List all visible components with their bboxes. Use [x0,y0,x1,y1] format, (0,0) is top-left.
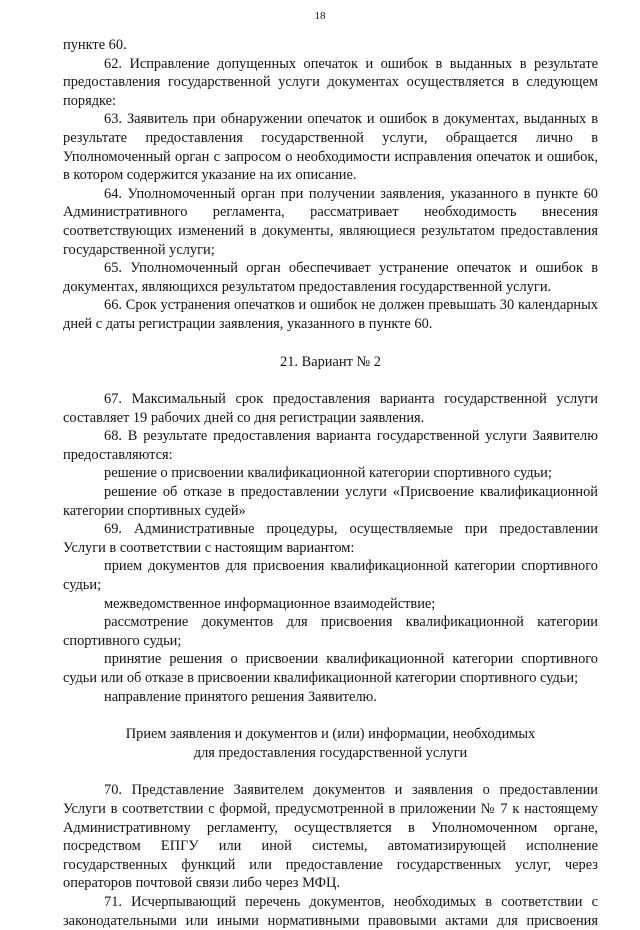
paragraph: 64. Уполномоченный орган при получении заявления, указанного в пункте 60 Административного регламента, рассматривает необходимость внесения соответствующих изменений в документы, являющиеся результатом предоставления государственной услуги; [63,185,598,258]
paragraph: 67. Максимальный срок предоставления варианта государственной услуги составляет 19 рабочих дней со дня регистрации заявления. [63,391,598,426]
document-body [63,36,598,930]
page-number: 18 [314,10,326,22]
paragraph: 66. Срок устранения опечатков и ошибок не должен превышать 30 календарных дней с даты регистрации заявления, указанного в пункте 60. [63,297,598,332]
subsection-heading [63,725,598,762]
paragraph: решение об отказе в предоставлении услуги «Присвоение квалификационной категории спортивных судей» [63,484,598,519]
paragraph: 70. Представление Заявителем документов и заявления о предоставлении Услуги в соответствии с формой, предусмотренной в приложении № 7 к настоящему Административному регламенту, осуществляется в Уполномоченном органе, посредством ЕПГУ или иной системы, автоматизирующей исполнение государственных функций или предоставление государственных услуг, через операторов почтовой связи либо через МФЦ. [63,782,598,892]
paragraph: прием документов для присвоения квалификационной категории спортивного судьи; [63,558,598,594]
paragraph: принятие решения о присвоении квалификационной категории спортивного судьи или об отказе в присвоении квалификационной категории спортивного судьи; [63,651,598,686]
paragraph: решение о присвоении квалификационной категории спортивного судьи; [104,465,552,482]
subsection-heading-line: для предоставления государственной услуги [193,744,468,761]
paragraph: рассмотрение документов для присвоения квалификационной категории спортивного судьи; [63,614,598,649]
paragraph: пункте 60. [63,37,127,53]
paragraph: направление принятого решения Заявителю. [104,688,377,705]
paragraph: 68. В результате предоставления варианта государственной услуги Заявителю предоставляются: [63,428,598,463]
section-heading: 21. Вариант № 2 [280,353,381,370]
paragraph: 71. Исчерпывающий перечень документов, необходимых в соответствии с законодательными или иными нормативными правовыми актами для присвоения [63,893,598,929]
paragraph: 62. Исправление допущенных опечаток и ошибок в выданных в результате предоставления государственной услуги документах осуществляется в следующем порядке: [63,55,598,109]
paragraph: 69. Административные процедуры, осуществляемые при предоставлении Услуги в соответствии с настоящим вариантом: [63,521,598,556]
paragraph: 63. Заявитель при обнаружении опечаток и ошибок в документах, выданных в результате предоставления государственной услуги, обращается лично в Уполномоченный орган с запросом о необходимости исправления опечаток и ошибок, в котором содержится указание на их описание. [63,111,598,184]
subsection-heading-line: Прием заявления и документов и (или) информации, необходимых [125,726,536,743]
paragraph: межведомственное информационное взаимодействие; [104,595,436,612]
paragraph: 65. Уполномоченный орган обеспечивает устранение опечаток и ошибок в документах, являющихся результатом предоставления государственной услуги. [63,260,598,295]
